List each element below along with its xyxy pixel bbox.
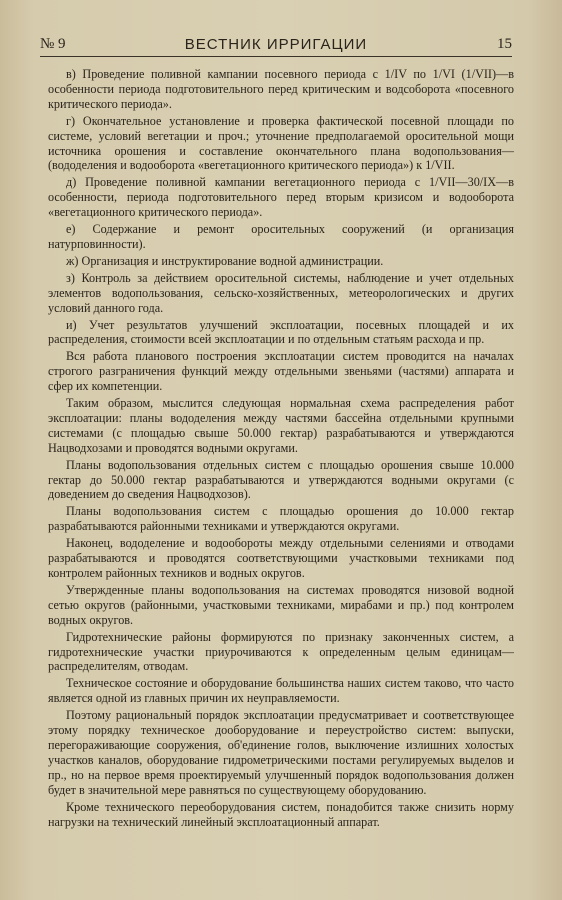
paragraph: Наконец, вододеление и водообороты между отдельными селениями и отводами разрабатываются и проводятся соответствующими участковыми техниками под контролем районных техников и водных округов. xyxy=(48,536,514,580)
paragraph: Утвержденные планы водопользования на системах проводятся низовой водной сетью округов (районными, участковыми техниками, мирабами и пр.) под контролем водных округов. xyxy=(48,582,514,627)
article-body xyxy=(48,67,514,831)
paragraph: Вся работа планового построения эксплоатации систем проводится на началах строгого разграничения функций между отдельными звеньями (частями) аппарата и сфер их компетенции. xyxy=(48,349,514,394)
paragraph: е) Содержание и ремонт оросительных сооружений (и организация натурповинности). xyxy=(48,222,514,251)
running-header xyxy=(40,34,512,57)
paragraph: Планы водопользования систем с площадью орошения до 10.000 гектар разрабатываются районными техниками и утверждаются округами. xyxy=(48,504,514,534)
paragraph: в) Проведение поливной кампании посевного периода с 1/IV по 1/VI (1/VII)—в особенности периода подготовительного перед критическим и водсоборота «посевного критического периода». xyxy=(48,67,514,111)
paragraph: Таким образом, мыслится следующая нормальная схема распределения работ эксплоатации: планы вододеления между частями бассейна отдельными крупными системами (с площадью свыше 50.000 гектар) разрабатываются и утверждаются Нацводхозами и проводятся водными округами. xyxy=(48,396,514,455)
paragraph: д) Проведение поливной кампании вегетационного периода с 1/VII—30/IX—в особенности, периода подготовительного перед вторым кризисом и водооборота «вегетационного критического периода». xyxy=(48,175,514,220)
paragraph: ж) Организация и инструктирование водной администрации. xyxy=(66,253,384,268)
journal-title: ВЕСТНИК ИРРИГАЦИИ xyxy=(184,36,368,53)
paragraph: Техническое состояние и оборудование большинства наших систем таково, что часто является одной из главных причин их неуправляемости. xyxy=(48,676,514,706)
paragraph: з) Контроль за действием оросительной системы, наблюдение и учет отдельных элементов водопользования, сельско-хозяйственных, метеорологических и других условий данного года. xyxy=(48,270,514,315)
paragraph: и) Учет результатов улучшений эксплоатации, посевных площадей и их распределения, стоимости всей эксплоатации и по отдельным статьям расхода и пр. xyxy=(48,317,514,347)
paragraph: Кроме технического переоборудования систем, понадобится также снизить норму нагрузки на технический линейный эксплоатационный аппарат. xyxy=(48,799,514,829)
paragraph: Поэтому рациональный порядок эксплоатации предусматривает и соответствующее этому порядку техническое дооборудование и переустройство систем: выпуски, перегораживающие сооружения, об'единение голов, выключение излишних холостых участков каналов, оборудование гидрометрическими постами регулируемых выделов и пр., но на первое время проектируемый улучшенный порядок водопользования должен будет в значительной мере равняться по существующему оборудованию. xyxy=(48,708,514,797)
paragraph: Гидротехнические районы формируются по признаку законченных систем, а гидротехнические участки приурочиваются к определенным целым единицам—распределителям, отводам. xyxy=(48,629,514,674)
paragraph: г) Окончательное установление и проверка фактической посевной площади по системе, условий вегетации и проч.; уточнение предполагаемой оросительной мощи источника орошения и составление окончательного плана водопользования—(вододеления и водооборота «вегетационного критического периода») к 1/VII. xyxy=(48,113,514,173)
issue-number: № 9 xyxy=(40,36,66,52)
page-number: 15 xyxy=(497,36,512,52)
paragraph: Планы водопользования отдельных систем с площадью орошения свыше 10.000 гектар до 50.000 гектар разрабатываются и утверждаются водными округами (с доведением до сведения Нацводхозов). xyxy=(48,457,514,502)
